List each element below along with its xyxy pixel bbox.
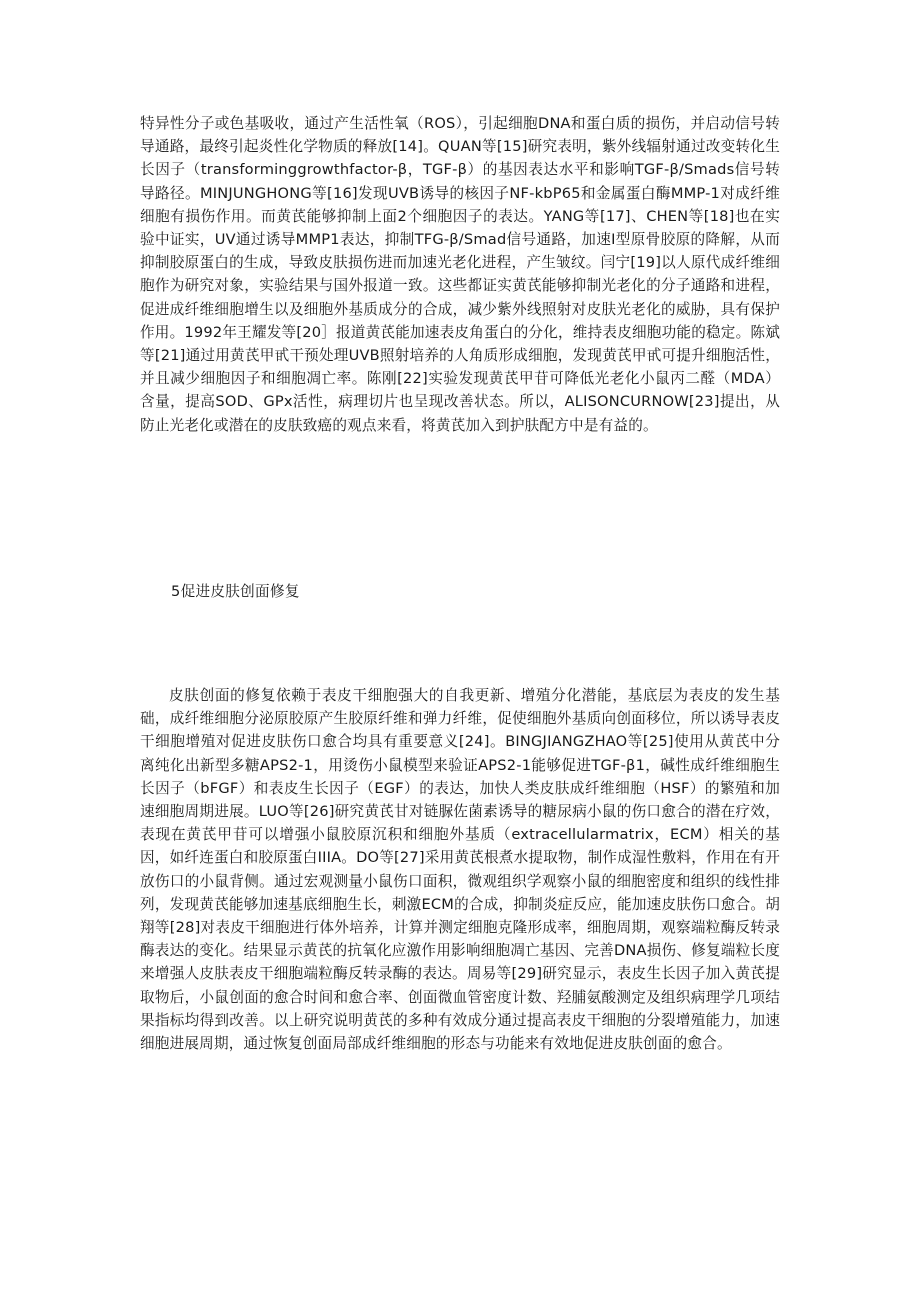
body-paragraph-photoaging: 特异性分子或色基吸收，通过产生活性氧（ROS），引起细胞DNA和蛋白质的损伤，并启动信号转导通路，最终引起炎性化学物质的释放[14]。QUAN等[15]研究表明，紫外线辐射通过改变转化生长因子（transforminggrowthfactor-β，TGF-β）的基因表达水平和影响TGF-β/Smads信号转导路径。MINJUNGHONG等[16]发现UVB诱导的核因子NF-kbP65和金属蛋白酶MMP-1对成纤维细胞有损伤作用。而黄芪能够抑制上面2个细胞因子的表达。YANG等[17]、CHEN等[18]也在实验中证实，UV通过诱导MMP1表达，抑制TFG-β/Smad信号通路，加速I型原骨胶原的降解，从而抑制胶原蛋白的生成，导致皮肤损伤进而加速光老化进程，产生皱纹。闫宁[19]以人原代成纤维细胞作为研究对象，实验结果与国外报道一致。这些都证实黄芪能够抑制光老化的分子通路和进程，促进成纤维细胞增生以及细胞外基质成分的合成，减少紫外线照射对皮肤光老化的威胁，具有保护作用。1992年王耀发等[20］报道黄芪能加速表皮角蛋白的分化，维持表皮细胞功能的稳定。陈斌等[21]通过用黄芪甲甙干预处理UVB照射培养的人角质形成细胞，发现黄芪甲甙可提升细胞活性，并且减少细胞因子和细胞凋亡率。陈刚[22]实验发现黄芪甲苷可降低光老化小鼠丙二醛（MDA）含量，提高SOD、GPx活性，病理切片也呈现改善状态。所以，ALISONCURNOW[23]提出，从防止光老化或潜在的皮肤致癌的观点来看，将黄芪加入到护肤配方中是有益的。 (140, 115, 780, 434)
body-paragraph-wound-repair: 皮肤创面的修复依赖于表皮干细胞强大的自我更新、增殖分化潜能，基底层为表皮的发生基础，成纤维细胞分泌原胶原产生胶原纤维和弹力纤维，促使细胞外基质向创面移位，所以诱导表皮干细胞增殖对促进皮肤伤口愈合均具有重要意义[24]。BINGJIANGZHAO等[25]使用从黄芪中分离纯化出新型多糖APS2-1，用烫伤小鼠模型来验证APS2-1能够促进TGF-β1，碱性成纤维细胞生长因子（bFGF）和表皮生长因子（EGF）的表达，加快人类皮肤成纤维细胞（HSF）的繁殖和加速细胞周期进展。LUO等[26]研究黄芪甘对链脲佐菌素诱导的糖尿病小鼠的伤口愈合的潜在疗效，表现在黄芪甲苷可以增强小鼠胶原沉积和细胞外基质（extracellularmatrix，ECM）相关的基因，如纤连蛋白和胶原蛋白IIIA。DO等[27]采用黄芪根煮水提取物，制作成湿性敷料，作用在有开放伤口的小鼠背侧。通过宏观测量小鼠伤口面积，微观组织学观察小鼠的细胞密度和组织的线性排列，发现黄芪能够加速基底细胞生长，刺激ECM的合成，抑制炎症反应，能加速皮肤伤口愈合。胡翔等[28]对表皮干细胞进行体外培养，计算并测定细胞克隆形成率，细胞周期，观察端粒酶反转录酶表达的变化。结果显示黄芪的抗氧化应激作用影响细胞凋亡基因、完善DNA损伤、修复端粒长度来增强人皮肤表皮干细胞端粒酶反转录酶的表达。周易等[29]研究显示，表皮生长因子加入黄芪提取物后，小鼠创面的愈合时间和愈合率、创面微血管密度计数、羟脯氨酸测定及组织病理学几项结果指标均得到改善。以上研究说明黄芪的多种有效成分通过提高表皮干细胞的分裂增殖能力，加速细胞进展周期，通过恢复创面局部成纤维细胞的形态与功能来有效地促进皮肤创面的愈合。 (140, 687, 780, 1053)
section-heading-wound-repair: 5促进皮肤创面修复 (171, 583, 300, 600)
